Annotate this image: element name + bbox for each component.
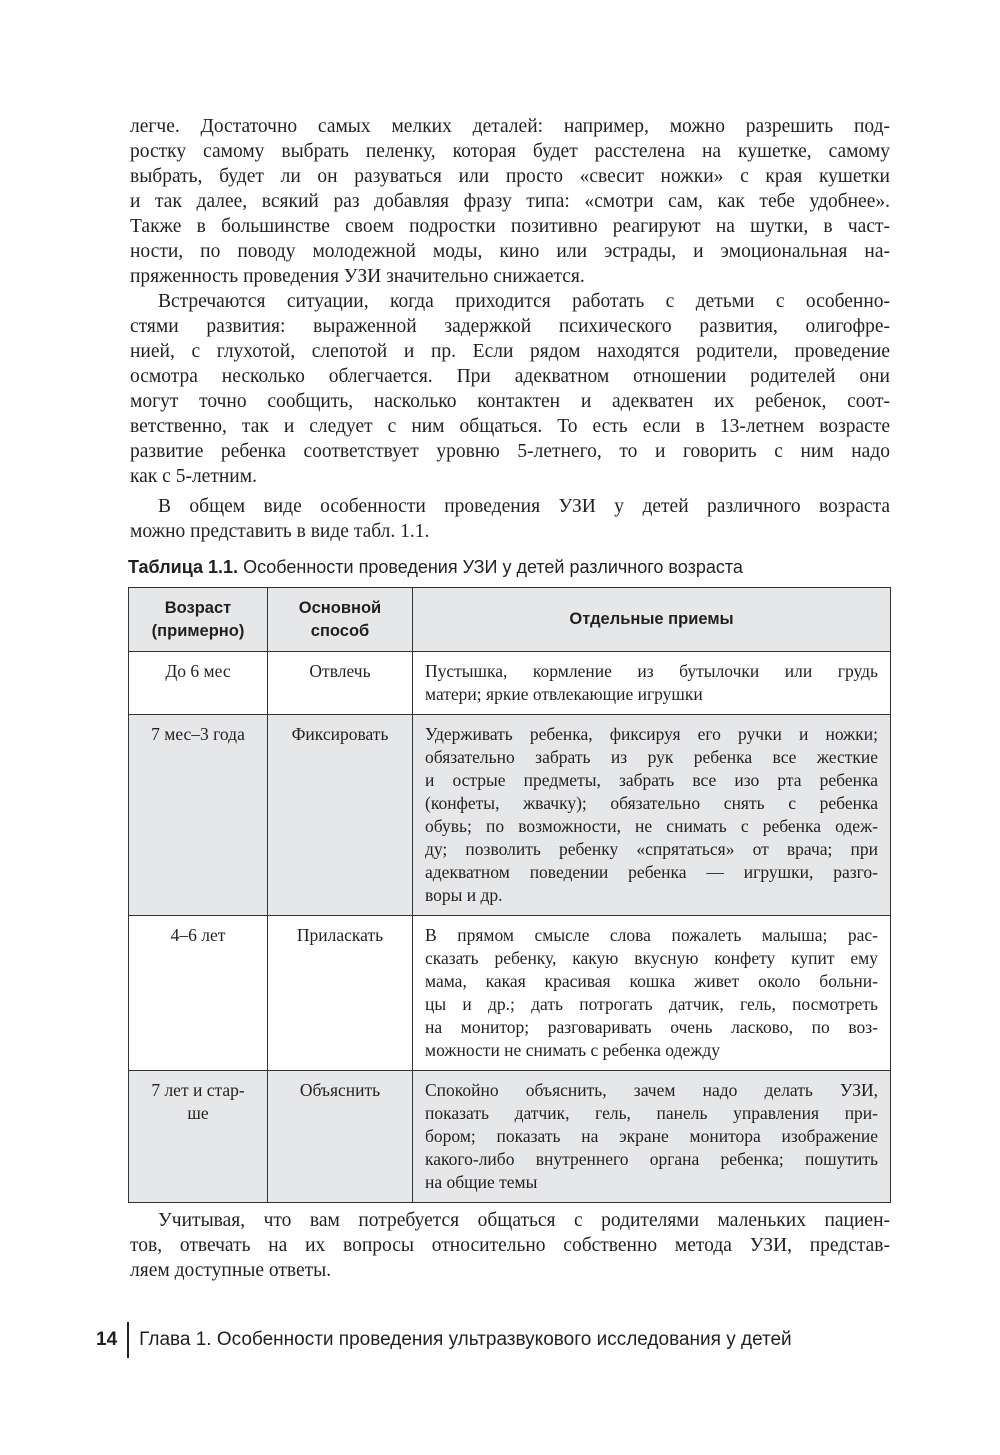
cell-techniques — [413, 715, 891, 916]
text-line: ветственно, так и следует с ним общаться. То есть если в 13-летнем возрасте — [130, 416, 890, 437]
header-techniques: Отдельные приемы — [413, 588, 891, 652]
cell-techniques — [413, 652, 891, 715]
cell-line: мама, какая красивая кошка живет около больни- — [425, 971, 878, 991]
cell-line: цы и др.; дать потрогать датчик, гель, посмотреть — [425, 994, 878, 1014]
chapter-title: Глава 1. Особенности проведения ультразвукового исследования у детей — [139, 1329, 792, 1350]
text-line: ности, по поводу молодежной моды, кино или эстрады, и эмоциональная на- — [130, 241, 890, 262]
cell-age: 7 мес–3 года — [129, 715, 268, 916]
cell-techniques — [413, 916, 891, 1071]
cell-line: Удерживать ребенка, фиксируя его ручки и ножки; — [425, 724, 878, 744]
cell-line: адекватном поведении ребенка — игрушки, разго- — [425, 862, 878, 882]
cell-line: на монитор; разговаривать очень ласково, по воз- — [425, 1017, 878, 1037]
text-line: стями развития: выраженной задержкой психического развития, олигофре- — [130, 316, 890, 337]
cell-method: Фиксировать — [268, 715, 413, 916]
cell-line: и острые предметы, забрать все изо рта ребенка — [425, 770, 878, 790]
age-approach-table — [128, 587, 891, 1203]
cell-line: можности не снимать с ребенка одежду — [425, 1040, 720, 1060]
header-age: Возраст (примерно) — [129, 588, 268, 652]
page-number: 14 — [96, 1329, 118, 1350]
table-row — [129, 715, 891, 916]
cell-line: (конфеты, жвачку); обязательно снять с ребенка — [425, 793, 878, 813]
cell-age: До 6 мес — [129, 652, 268, 715]
cell-line: обувь; по возможности, не снимать с ребенка одеж- — [425, 816, 878, 836]
text-line: пряженность проведения УЗИ значительно снижается. — [130, 266, 585, 287]
header-method: Основной способ — [268, 588, 413, 652]
table-header-row — [129, 588, 891, 652]
text-line: можно представить в виде табл. 1.1. — [130, 521, 430, 542]
text-line: и так далее, всякий раз добавляя фразу типа: «смотри сам, как тебе удобнее». — [130, 191, 890, 212]
footer-divider — [127, 1322, 129, 1358]
text-line: как с 5-летним. — [130, 466, 257, 487]
cell-line: В прямом смысле слова пожалеть малыша; рас- — [425, 925, 878, 945]
table-row — [129, 1071, 891, 1203]
text-line: ростку самому выбрать пеленку, которая будет расстелена на кушетке, самому — [130, 141, 890, 162]
cell-method: Объяснить — [268, 1071, 413, 1203]
text-line: нией, с глухотой, слепотой и пр. Если рядом находятся родители, проведение — [130, 341, 890, 362]
cell-techniques — [413, 1071, 891, 1203]
text-line: Также в большинстве своем подростки позитивно реагируют на шутки, в част- — [130, 216, 890, 237]
table-row — [129, 916, 891, 1071]
text-line: легче. Достаточно самых мелких деталей: например, можно разрешить под- — [130, 116, 890, 137]
cell-line: воры и др. — [425, 885, 503, 905]
table-caption — [128, 557, 743, 578]
cell-age: 7 лет и стар-ше — [129, 1071, 268, 1203]
cell-line: показать датчик, гель, панель управления при- — [425, 1103, 878, 1123]
cell-line: ду; позволить ребенку «спрятаться» от врача; при — [425, 839, 878, 859]
text-line: осмотра несколько облегчается. При адекватном отношении родителей они — [130, 366, 890, 387]
cell-method: Приласкать — [268, 916, 413, 1071]
text-line: Учитывая, что вам потребуется общаться с родителями маленьких пациен- — [158, 1210, 890, 1231]
table-caption-text: Особенности проведения УЗИ у детей различного возраста — [238, 557, 743, 577]
paragraph — [130, 1208, 890, 1283]
cell-line: сказать ребенку, какую вкусную конфету купит ему — [425, 948, 878, 968]
cell-line: Спокойно объяснить, зачем надо делать УЗИ, — [425, 1080, 878, 1100]
cell-line: бором; показать на экране монитора изображение — [425, 1126, 878, 1146]
cell-line: Пустышка, кормление из бутылочки или грудь — [425, 661, 878, 681]
cell-line: какого-либо внутреннего органа ребенка; пошутить — [425, 1149, 878, 1169]
cell-method: Отвлечь — [268, 652, 413, 715]
table-row — [129, 652, 891, 715]
text-line: могут точно сообщить, насколько контактен и адекватен их ребенок, соот- — [130, 391, 890, 412]
cell-line: обязательно забрать из рук ребенка все жесткие — [425, 747, 878, 767]
text-line: ляем доступные ответы. — [130, 1260, 332, 1281]
cell-age: 4–6 лет — [129, 916, 268, 1071]
paragraph — [130, 494, 890, 544]
paragraph — [130, 289, 890, 489]
text-line: развитие ребенка соответствует уровню 5-летнего, то и говорить с ним надо — [130, 441, 890, 462]
paragraph — [130, 114, 890, 289]
table-caption-label: Таблица 1.1. — [128, 557, 239, 577]
cell-line: матери; яркие отвлекающие игрушки — [425, 684, 703, 704]
page-footer — [96, 1322, 792, 1358]
text-line: В общем виде особенности проведения УЗИ у детей различного возраста — [158, 496, 890, 517]
text-line: выбрать, будет ли он разуваться или просто «свесит ножки» с края кушетки — [130, 166, 890, 187]
cell-line: на общие темы — [425, 1172, 538, 1192]
text-line: Встречаются ситуации, когда приходится работать с детьми с особенно- — [158, 291, 890, 312]
text-line: тов, отвечать на их вопросы относительно собственно метода УЗИ, представ- — [130, 1235, 890, 1256]
